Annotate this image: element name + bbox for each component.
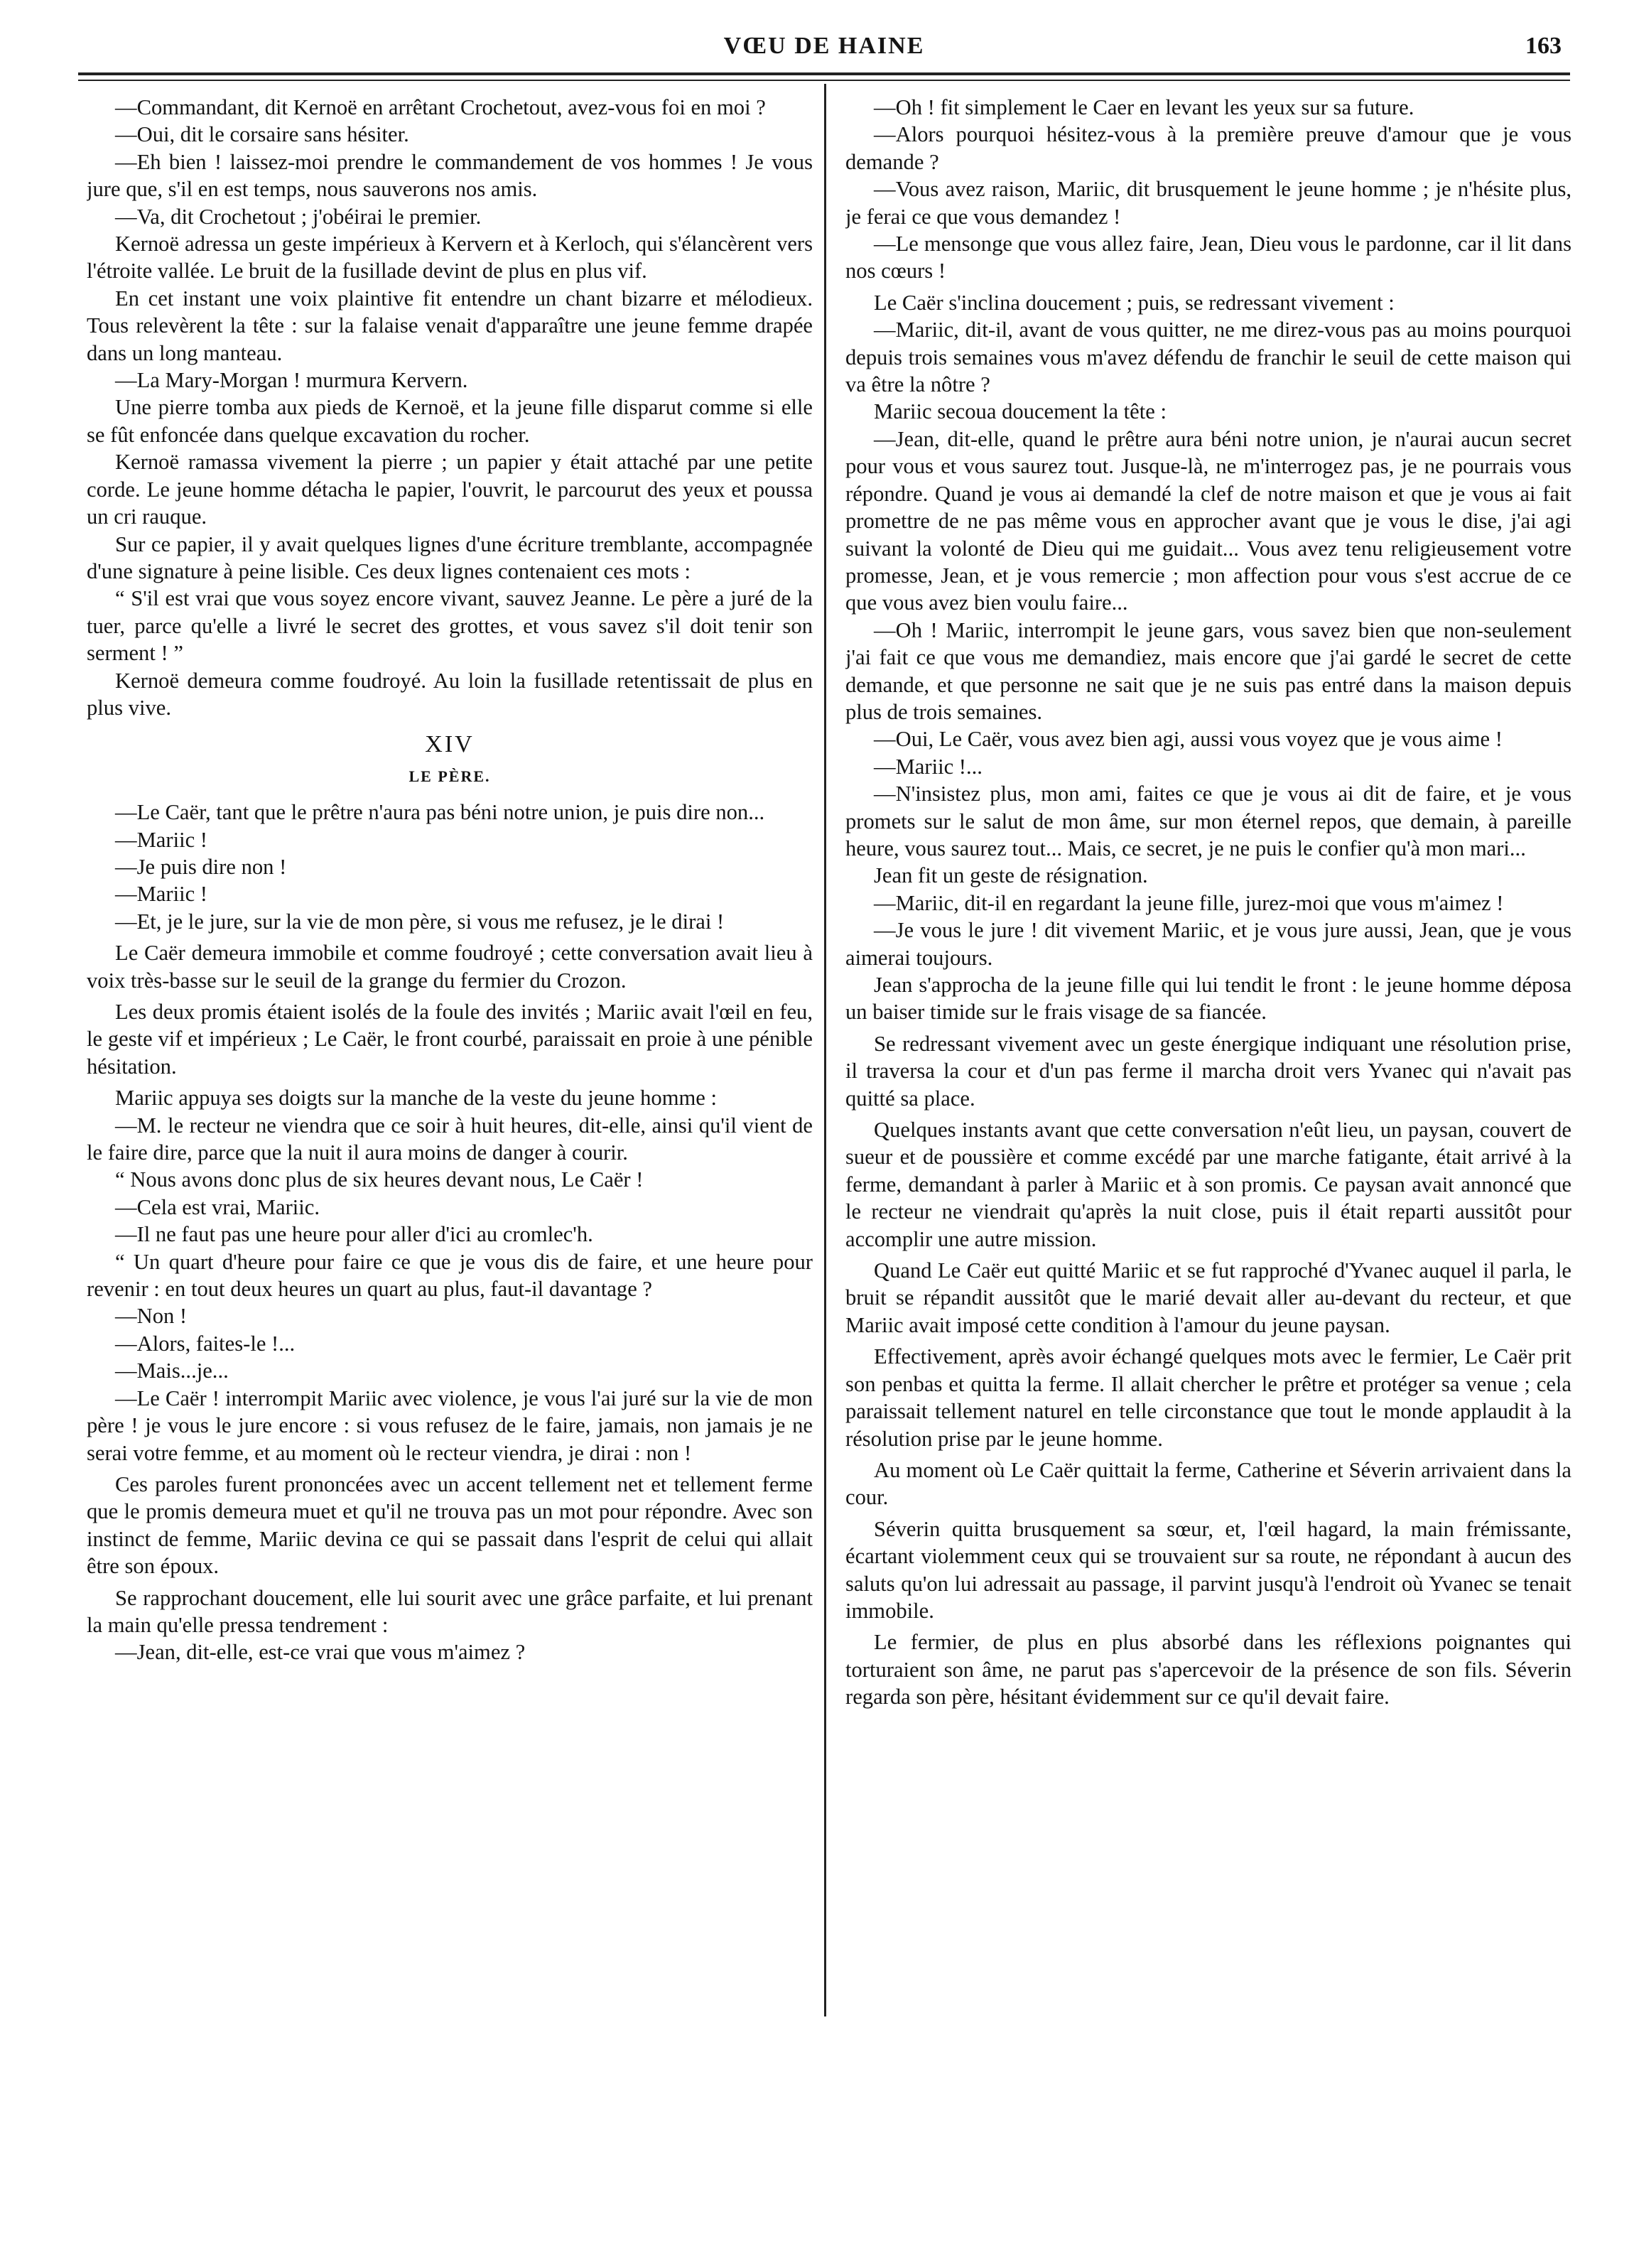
paragraph: —Je vous le jure ! dit vivement Mariic, et je vous jure aussi, Jean, que je vous aimerai toujours. (845, 918, 1571, 970)
paragraph: —Alors pourquoi hésitez-vous à la première preuve d'amour que je vous demande ? (845, 122, 1571, 174)
header-rule-thick (78, 72, 1570, 75)
paragraph: Jean s'approcha de la jeune fille qui lui tendit le front : le jeune homme déposa un baiser timide sur le frais visage de sa fiancée. (845, 973, 1571, 1025)
paragraph: “ Nous avons donc plus de six heures devant nous, Le Caër ! (115, 1167, 644, 1192)
paragraph: Quand Le Caër eut quitté Mariic et se fut rapproché d'Yvanec auquel il parla, le bruit se répandit aussitôt que le marié devait aller au-devant du recteur, et que Mariic avait imposé cette condition à l'amour du jeune paysan. (845, 1258, 1571, 1337)
paragraph: Sur ce papier, il y avait quelques lignes d'une écriture tremblante, accompagnée d'une signature à peine lisible. Ces deux lignes contenaient ces mots : (87, 531, 813, 583)
paragraph: —Et, je le jure, sur la vie de mon père, si vous me refusez, je le dirai ! (115, 909, 725, 934)
paragraph: Se rapprochant doucement, elle lui sourit avec une grâce parfaite, et lui prenant la main qu'elle pressa tendrement : (87, 1585, 813, 1637)
paragraph: En cet instant une voix plaintive fit entendre un chant bizarre et mélodieux. Tous relevèrent la tête : sur la falaise venait d'apparaître une jeune femme drapée dans un long manteau. (87, 286, 813, 365)
left-column (87, 94, 813, 2112)
paragraph: —Il ne faut pas une heure pour aller d'ici au cromlec'h. (115, 1222, 593, 1247)
paragraph: —Alors, faites-le !... (115, 1331, 296, 1356)
paragraph: —Va, dit Crochetout ; j'obéirai le premier. (115, 204, 482, 229)
paragraph: —Non ! (115, 1304, 188, 1329)
page-number: 163 (1525, 33, 1562, 59)
paragraph: —M. le recteur ne viendra que ce soir à huit heures, dit-elle, ainsi qu'il vient de le faire dire, parce que la nuit il aura moins de danger à courir. (87, 1113, 813, 1165)
paragraph: Quelques instants avant que cette conversation n'eût lieu, un paysan, couvert de sueur et de poussière et comme excédé par une marche fatigante, était arrivé à la ferme, demandant à parler à Mariic et à son promis. Ce paysan avait annoncé que le recteur ne viendrait qu'après la nuit close, puis il était reparti aussitôt pour accomplir une autre mission. (845, 1118, 1571, 1251)
paragraph: —Vous avez raison, Mariic, dit brusquement le jeune homme ; je n'hésite plus, je ferai ce que vous demandez ! (845, 177, 1571, 229)
paragraph: Kernoë ramassa vivement la pierre ; un papier y était attaché par une petite corde. Le jeune homme détacha le papier, l'ouvrit, le parcourut des yeux et poussa un cri rauque. (87, 450, 813, 529)
paragraph: Kernoë adressa un geste impérieux à Kervern et à Kerloch, qui s'élancèrent vers l'étroite vallée. Le bruit de la fusillade devint de plus en plus vif. (87, 232, 813, 284)
paragraph: Mariic secoua doucement la tête : (874, 399, 1167, 424)
chapter-title: LE PÈRE. (408, 767, 491, 785)
paragraph: —Le mensonge que vous allez faire, Jean, Dieu vous le pardonne, car il lit dans nos cœurs ! (845, 232, 1571, 284)
paragraph: Séverin quitta brusquement sa sœur, et, l'œil hagard, la main frémissante, écartant violemment ceux qui se trouvaient sur sa route, ne répondant à aucun des saluts qu'on lui adressait au passage, il parvint jusqu'à l'endroit où Yvanec se tenait immobile. (845, 1516, 1571, 1623)
paragraph: —Mariic ! (115, 882, 207, 907)
paragraph: Ces paroles furent prononcées avec un accent tellement net et tellement ferme que le promis demeura muet et qu'il ne trouva pas un mot pour répondre. Avec son instinct de femme, Mariic devina ce qui se passait dans l'esprit de celui qui allait être son époux. (87, 1472, 813, 1579)
running-title: VŒU DE HAINE (723, 33, 925, 59)
column-divider (824, 84, 826, 2016)
paragraph: “ S'il est vrai que vous soyez encore vivant, sauvez Jeanne. Le père a juré de la tuer, parce qu'elle a livré le secret des grottes, et vous savez s'il doit tenir son serment ! ” (87, 586, 813, 666)
paragraph: Le fermier, de plus en plus absorbé dans les réflexions poignantes qui torturaient son âme, ne parut pas s'apercevoir de la présence de son fils. Séverin regarda son père, hésitant évidemment sur ce qu'il devait faire. (845, 1630, 1571, 1710)
paragraph: —Le Caër, tant que le prêtre n'aura pas béni notre union, je puis dire non... (115, 800, 765, 825)
paragraph: —Cela est vrai, Mariic. (115, 1194, 320, 1219)
paragraph: —Jean, dit-elle, est-ce vrai que vous m'aimez ? (115, 1640, 526, 1665)
paragraph: Jean fit un geste de résignation. (874, 863, 1148, 888)
paragraph: Les deux promis étaient isolés de la foule des invités ; Mariic avait l'œil en feu, le geste vif et impérieux ; Le Caër, le front courbé, paraissait en proie à une pénible hésitation. (87, 1000, 813, 1079)
header-rule-thin (78, 80, 1570, 81)
page-header (78, 27, 1570, 70)
paragraph: —Eh bien ! laissez-moi prendre le commandement de vos hommes ! Je vous jure que, s'il en est temps, nous sauverons nos amis. (87, 149, 813, 202)
right-column (845, 94, 1571, 2112)
paragraph: —Oh ! fit simplement le Caer en levant les yeux sur sa future. (874, 95, 1414, 119)
paragraph: Le Caër demeura immobile et comme foudroyé ; cette conversation avait lieu à voix très-basse sur le seuil de la grange du fermier du Crozon. (87, 941, 813, 993)
left-column-before (87, 94, 813, 721)
paragraph: —La Mary-Morgan ! murmura Kervern. (115, 368, 468, 393)
paragraph: —Oh ! Mariic, interrompit le jeune gars, vous savez bien que non-seulement j'ai fait ce que vous me demandiez, mais encore que j'ai gardé le secret de cette demande, et que personne ne sait que je ne suis pas entré dans la maison depuis plus de trois semaines. (845, 617, 1571, 724)
paragraph: —Oui, Le Caër, vous avez bien agi, aussi vous voyez que je vous aime ! (874, 727, 1503, 752)
paragraph: —Commandant, dit Kernoë en arrêtant Crochetout, avez-vous foi en moi ? (115, 95, 766, 119)
paragraph: —N'insistez plus, mon ami, faites ce que je vous ai dit de faire, et je vous promets sur le salut de mon âme, sur mon éternel repos, que demain, à pareille heure, vous saurez tout... Mais, ce secret, je ne puis le confier qu'à mon mari... (845, 782, 1571, 860)
paragraph: Mariic appuya ses doigts sur la manche de la veste du jeune homme : (115, 1086, 718, 1111)
paragraph: —Le Caër ! interrompit Mariic avec violence, je vous l'ai juré sur la vie de mon père ! je vous le jure encore : si vous refusez de le faire, jamais, non jamais je ne serai votre femme, et au moment où le recteur viendra, je dirai : non ! (87, 1386, 813, 1465)
paragraph: “ Un quart d'heure pour faire ce que je vous dis de faire, et une heure pour revenir : en tout deux heures un quart au plus, faut-il davantage ? (87, 1249, 813, 1302)
paragraph: —Mais...je... (115, 1359, 229, 1383)
paragraph: —Je puis dire non ! (115, 854, 287, 879)
left-column-after (87, 799, 813, 1666)
paragraph: —Mariic, dit-il en regardant la jeune fille, jurez-moi que vous m'aimez ! (874, 890, 1504, 915)
paragraph: —Oui, dit le corsaire sans hésiter. (115, 122, 409, 147)
paragraph: Une pierre tomba aux pieds de Kernoë, et la jeune fille disparut comme si elle se fût enfoncée dans quelque excavation du rocher. (87, 395, 813, 447)
paragraph: Effectivement, après avoir échangé quelques mots avec le fermier, Le Caër prit son penbas et quitta la ferme. Il allait chercher le prêtre et protéger sa venue ; cela paraissait tellement naturel en telle circonstance que tout le monde applaudit à la résolution prise par le jeune homme. (845, 1344, 1571, 1451)
paragraph: Se redressant vivement avec un geste énergique indiquant une résolution prise, il traversa la cour et d'un pas ferme il marcha droit vers Yvanec qui n'avait pas quitté sa place. (845, 1031, 1571, 1111)
chapter-number: XIV (425, 731, 475, 758)
paragraph: Le Caër s'inclina doucement ; puis, se redressant vivement : (874, 290, 1395, 315)
paragraph: —Mariic ! (115, 827, 207, 852)
paragraph: —Mariic !... (874, 754, 983, 779)
paragraph: Au moment où Le Caër quittait la ferme, Catherine et Séverin arrivaient dans la cour. (845, 1457, 1571, 1510)
paragraph: Kernoë demeura comme foudroyé. Au loin la fusillade retentissait de plus en plus vive. (87, 668, 813, 720)
paragraph: —Mariic, dit-il, avant de vous quitter, ne me direz-vous pas au moins pourquoi depuis trois semaines vous m'avez défendu de franchir le seuil de cette maison qui va être la nôtre ? (845, 318, 1571, 397)
paragraph: —Jean, dit-elle, quand le prêtre aura béni notre union, je n'aurai aucun secret pour vous et vous saurez tout. Jusque-là, ne m'interrogez pas, je ne pourrais vous répondre. Quand je vous ai demandé la clef de notre maison et que je vous ai fait promettre de ne pas même vous en approcher avant que je vous le dise, j'ai agi suivant la volonté de Dieu qui me guidait... Vous avez tenu religieusement votre promesse, Jean, et je vous remercie ; mon affection pour vous s'est accrue de ce que vous avez bien voulu faire... (845, 426, 1571, 615)
